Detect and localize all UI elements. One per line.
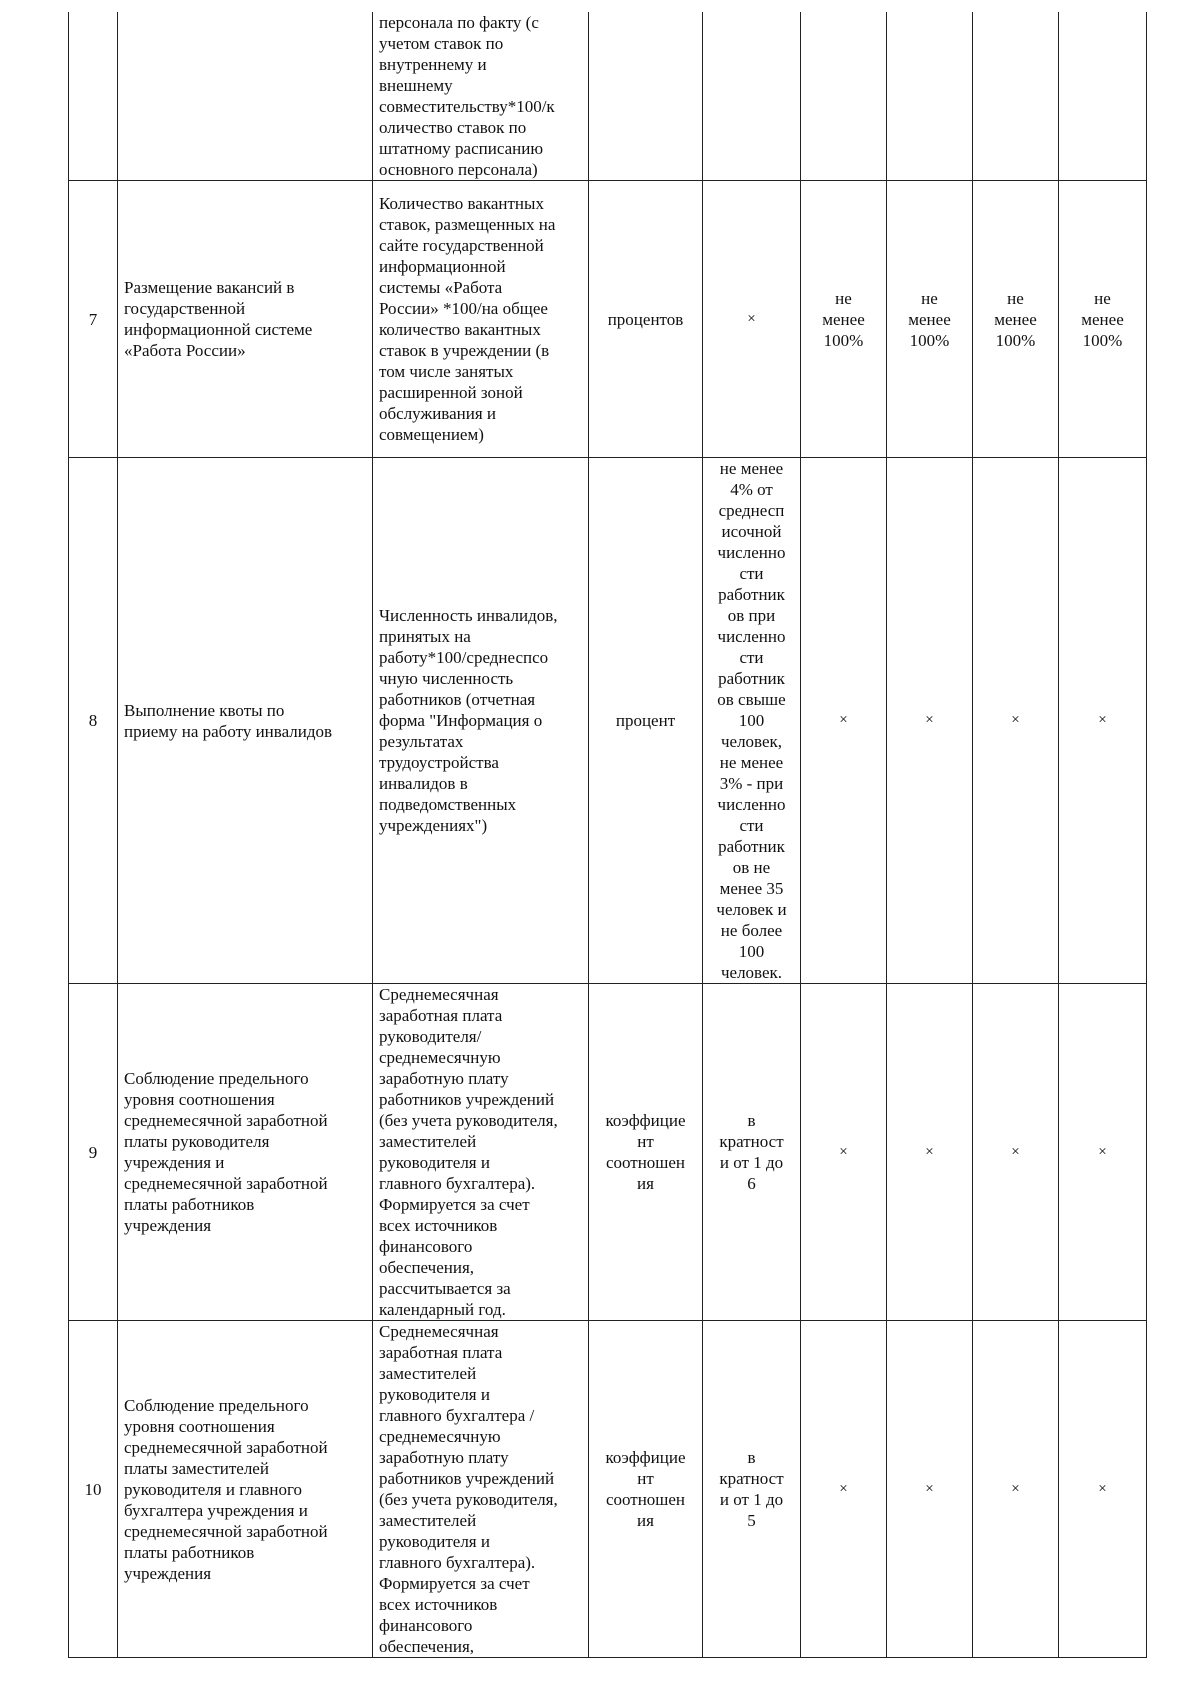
value-cell: не менее 100% — [887, 181, 973, 458]
row-number-cell: 8 — [69, 458, 118, 984]
unit-cell — [589, 12, 703, 181]
value-cell: × — [887, 1321, 973, 1658]
value-cell: × — [973, 984, 1059, 1321]
value-cell: × — [801, 984, 887, 1321]
base-value-cell: в кратност и от 1 до 5 — [703, 1321, 801, 1658]
table-row — [69, 984, 1147, 1321]
base-value-cell: в кратност и от 1 до 6 — [703, 984, 801, 1321]
value-cell: × — [801, 458, 887, 984]
indicator-name-cell: Размещение вакансий в государственной информационной системе «Работа России» — [118, 181, 373, 458]
value-cell: × — [973, 1321, 1059, 1658]
value-cell — [1059, 12, 1147, 181]
row-number-cell: 9 — [69, 984, 118, 1321]
base-value-cell: не менее 4% от среднесп исочной численно сти работник ов при численно сти работник ов свыше 100 человек, не менее 3% - при численно сти работник ов не менее 35 человек и не более 100 человек. — [703, 458, 801, 984]
value-cell — [801, 12, 887, 181]
formula-cell: Среднемесячная заработная плата руководителя/ среднемесячную заработную плату работников учреждений (без учета руководителя, заместителей руководителя и главного бухгалтера). Формируется за счет всех источников финансового обеспечения, рассчитывается за календарный год. — [373, 984, 589, 1321]
value-cell — [973, 12, 1059, 181]
value-cell: × — [801, 1321, 887, 1658]
table-row — [69, 181, 1147, 458]
value-cell: не менее 100% — [801, 181, 887, 458]
unit-cell: коэффицие нт соотношен ия — [589, 984, 703, 1321]
row-number-cell: 10 — [69, 1321, 118, 1658]
unit-cell: коэффицие нт соотношен ия — [589, 1321, 703, 1658]
table-row — [69, 12, 1147, 181]
unit-cell: процентов — [589, 181, 703, 458]
value-cell: не менее 100% — [1059, 181, 1147, 458]
value-cell: × — [887, 984, 973, 1321]
value-cell: × — [887, 458, 973, 984]
formula-cell: Среднемесячная заработная плата заместителей руководителя и главного бухгалтера / среднемесячную заработную плату работников учреждений (без учета руководителя, заместителей руководителя и главного бухгалтера). Формируется за счет всех источников финансового обеспечения, — [373, 1321, 589, 1658]
indicator-name-cell: Соблюдение предельного уровня соотношения среднемесячной заработной платы руководителя учреждения и среднемесячной заработной платы работников учреждения — [118, 984, 373, 1321]
indicator-name-cell — [118, 12, 373, 181]
row-number-cell: 7 — [69, 181, 118, 458]
value-cell — [887, 12, 973, 181]
row-number-cell — [69, 12, 118, 181]
formula-cell: персонала по факту (с учетом ставок по внутреннему и внешнему совместительству*100/к оличество ставок по штатному расписанию основного персонала) — [373, 12, 589, 181]
base-value-cell: × — [703, 181, 801, 458]
value-cell: × — [1059, 458, 1147, 984]
indicators-table — [68, 12, 1147, 1658]
table-row — [69, 458, 1147, 984]
unit-cell: процент — [589, 458, 703, 984]
value-cell: × — [973, 458, 1059, 984]
indicator-name-cell: Выполнение квоты по приему на работу инвалидов — [118, 458, 373, 984]
value-cell: × — [1059, 984, 1147, 1321]
value-cell: не менее 100% — [973, 181, 1059, 458]
formula-cell: Количество вакантных ставок, размещенных на сайте государственной информационной системы «Работа России» *100/на общее количество вакантных ставок в учреждении (в том числе занятых расширенной зоной обслуживания и совмещением) — [373, 181, 589, 458]
indicator-name-cell: Соблюдение предельного уровня соотношения среднемесячной заработной платы заместителей руководителя и главного бухгалтера учреждения и среднемесячной заработной платы работников учреждения — [118, 1321, 373, 1658]
table-row — [69, 1321, 1147, 1658]
formula-cell: Численность инвалидов, принятых на работу*100/среднеспсо чную численность работников (отчетная форма "Информация о результатах трудоустройства инвалидов в подведомственных учреждениях") — [373, 458, 589, 984]
value-cell: × — [1059, 1321, 1147, 1658]
base-value-cell — [703, 12, 801, 181]
